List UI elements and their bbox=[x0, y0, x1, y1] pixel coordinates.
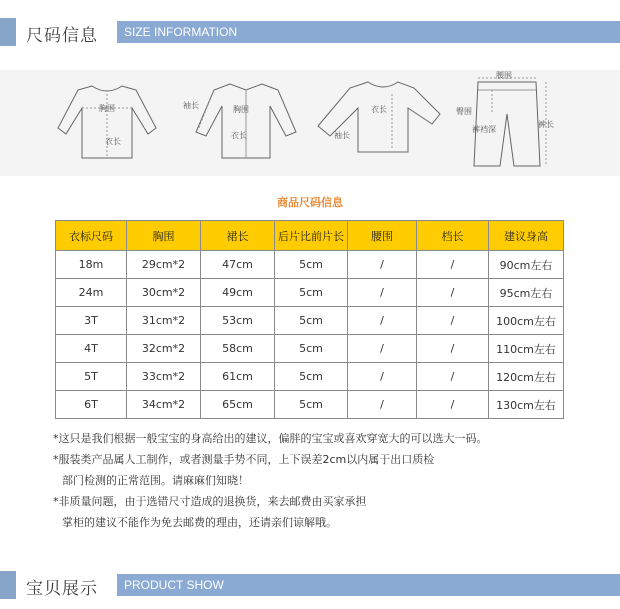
table-cell: 34cm*2 bbox=[127, 391, 201, 419]
length-label: 衣长 bbox=[231, 131, 247, 140]
table-cell: 90cm左右 bbox=[489, 251, 564, 279]
table-cell: / bbox=[417, 391, 489, 419]
table-cell: 65cm bbox=[201, 391, 275, 419]
note-line: *服装类产品属人工制作，或者测量手势不同，上下误差2cm以内属于出口质检 bbox=[53, 453, 435, 466]
table-cell: / bbox=[417, 363, 489, 391]
table-cell: 61cm bbox=[201, 363, 275, 391]
chest-label: 胸围 bbox=[99, 104, 115, 113]
table-cell: 5T bbox=[56, 363, 127, 391]
table-cell: 5cm bbox=[275, 279, 348, 307]
table-cell: 58cm bbox=[201, 335, 275, 363]
size-info-title: 尺码信息 bbox=[26, 26, 98, 46]
header-accent-bar bbox=[0, 571, 16, 599]
table-cell: 4T bbox=[56, 335, 127, 363]
note-line: 掌柜的建议不能作为免去邮费的理由，还请亲们谅解哦。 bbox=[62, 516, 337, 529]
size-info-subtitle: SIZE INFORMATION bbox=[117, 21, 620, 43]
table-row bbox=[56, 307, 564, 335]
table-cell: 5cm bbox=[275, 391, 348, 419]
header-accent-bar bbox=[0, 18, 16, 46]
table-cell: 47cm bbox=[201, 251, 275, 279]
rise-label: 裤裆深 bbox=[472, 125, 496, 134]
table-cell: 31cm*2 bbox=[127, 307, 201, 335]
table-cell: 5cm bbox=[275, 335, 348, 363]
product-show-header bbox=[0, 571, 620, 599]
header-cell: 档长 bbox=[417, 221, 489, 251]
table-cell: / bbox=[417, 307, 489, 335]
product-show-title: 宝贝展示 bbox=[26, 579, 98, 599]
header-cell: 建议身高 bbox=[489, 221, 564, 251]
chest-label: 胸围 bbox=[233, 105, 249, 114]
header-cell: 胸围 bbox=[127, 221, 201, 251]
table-cell: 100cm左右 bbox=[489, 307, 564, 335]
shirt-chest-length-illustration bbox=[58, 86, 156, 158]
table-cell: 30cm*2 bbox=[127, 279, 201, 307]
table-cell: 29cm*2 bbox=[127, 251, 201, 279]
table-cell: 49cm bbox=[201, 279, 275, 307]
table-cell: / bbox=[417, 279, 489, 307]
table-cell: 18m bbox=[56, 251, 127, 279]
header-cell: 裙长 bbox=[201, 221, 275, 251]
pants-illustration bbox=[474, 78, 546, 166]
size-table-header-row bbox=[56, 221, 564, 251]
table-cell: 32cm*2 bbox=[127, 335, 201, 363]
table-cell: / bbox=[348, 335, 417, 363]
table-cell: / bbox=[348, 279, 417, 307]
header-cell: 后片比前片长 bbox=[275, 221, 348, 251]
table-cell: / bbox=[417, 251, 489, 279]
table-row bbox=[56, 363, 564, 391]
table-cell: / bbox=[348, 391, 417, 419]
table-cell: 5cm bbox=[275, 307, 348, 335]
size-table-title: 商品尺码信息 bbox=[277, 196, 343, 209]
note-line: 部门检测的正常范围。请麻麻们知晓！ bbox=[62, 474, 249, 487]
header-cell: 衣标尺码 bbox=[56, 221, 127, 251]
table-cell: 95cm左右 bbox=[489, 279, 564, 307]
size-table bbox=[55, 220, 564, 419]
length-label: 衣长 bbox=[371, 105, 387, 114]
table-cell: 6T bbox=[56, 391, 127, 419]
table-cell: 3T bbox=[56, 307, 127, 335]
table-cell: 5cm bbox=[275, 363, 348, 391]
hip-label: 臀围 bbox=[456, 107, 472, 116]
table-cell: 5cm bbox=[275, 251, 348, 279]
table-cell: 130cm左右 bbox=[489, 391, 564, 419]
waist-label: 腰围 bbox=[496, 71, 512, 80]
product-show-subtitle: PRODUCT SHOW bbox=[117, 574, 620, 596]
pants-length-label: 裤长 bbox=[538, 120, 554, 129]
table-row bbox=[56, 391, 564, 419]
table-cell: / bbox=[348, 251, 417, 279]
table-cell: 110cm左右 bbox=[489, 335, 564, 363]
shirt-sleeve-chest-length-illustration bbox=[196, 84, 296, 158]
table-row bbox=[56, 251, 564, 279]
header-cell: 腰围 bbox=[348, 221, 417, 251]
length-label: 衣长 bbox=[105, 137, 121, 146]
table-row bbox=[56, 335, 564, 363]
sleeve-label: 袖长 bbox=[183, 101, 199, 110]
table-row bbox=[56, 279, 564, 307]
note-line: *这只是我们根据一般宝宝的身高给出的建议，偏胖的宝宝或喜欢穿宽大的可以选大一码。 bbox=[53, 432, 488, 445]
table-cell: 33cm*2 bbox=[127, 363, 201, 391]
table-cell: / bbox=[348, 363, 417, 391]
sleeve-label: 袖长 bbox=[334, 131, 350, 140]
measurement-illustrations bbox=[0, 70, 620, 176]
size-notes bbox=[53, 428, 488, 533]
table-cell: / bbox=[348, 307, 417, 335]
size-info-header bbox=[0, 18, 620, 46]
table-cell: 53cm bbox=[201, 307, 275, 335]
shirt-length-sleeve-illustration bbox=[318, 82, 440, 152]
note-line: *非质量问题，由于选错尺寸造成的退换货，来去邮费由买家承担 bbox=[53, 495, 367, 508]
table-cell: 24m bbox=[56, 279, 127, 307]
table-cell: 120cm左右 bbox=[489, 363, 564, 391]
table-cell: / bbox=[417, 335, 489, 363]
